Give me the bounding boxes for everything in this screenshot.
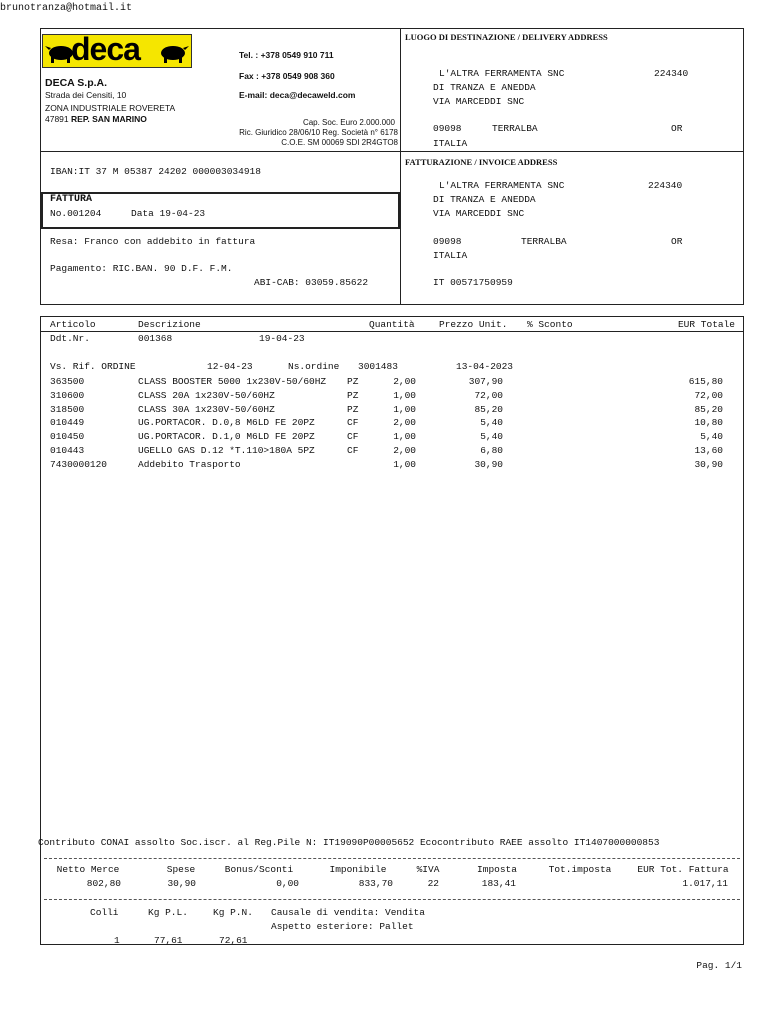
abi-cab: ABI-CAB: 03059.85622	[254, 277, 369, 288]
ddt-number: 001368	[138, 333, 173, 344]
item-desc: UGELLO GAS D.12 *T.110>180A 5PZ	[138, 445, 315, 456]
item-art: 010450	[50, 431, 85, 443]
totals-value: 833,70	[358, 878, 393, 889]
invoice-address-vat: IT 00571750959	[433, 277, 513, 288]
company-cap-soc: Cap. Soc. Euro 2.000.000	[302, 118, 395, 127]
delivery-country: ITALIA	[433, 138, 468, 149]
logo-text: deca	[71, 31, 140, 67]
item-price: 5,40	[480, 431, 503, 443]
invoice-address-line2: DI TRANZA E ANEDDA	[433, 194, 536, 205]
ddt-date: 19-04-23	[259, 333, 305, 344]
totals-value: 30,90	[167, 878, 196, 889]
iban: IBAN:IT 37 M 05387 24202 000003034918	[50, 166, 261, 177]
invoice-address-city: TERRALBA	[521, 236, 567, 247]
invoice-address-line3: VIA MARCEDDI SNC	[433, 208, 525, 219]
item-desc: Addebito Trasporto	[138, 458, 241, 470]
item-qty: 1,00	[393, 389, 416, 401]
totals-header: Imponibile	[329, 864, 387, 875]
company-street: Strada dei Censiti, 10	[45, 90, 127, 100]
delivery-code: 224340	[654, 68, 689, 79]
item-total: 72,00	[694, 389, 723, 401]
ns-number: 3001483	[358, 361, 398, 372]
invoice-date: Data 19-04-23	[131, 208, 206, 219]
item-desc: UG.PORTACOR. D.0,8 M6LD FE 20PZ	[138, 417, 315, 429]
item-art: 010449	[50, 417, 85, 429]
totals-value: 802,80	[86, 878, 121, 889]
item-qty: 2,00	[393, 376, 416, 387]
item-total: 85,20	[694, 403, 723, 415]
ddt-label: Ddt.Nr.	[50, 333, 90, 344]
invoice-address-name: L'ALTRA FERRAMENTA SNC	[439, 180, 565, 191]
totals-top-dash	[44, 858, 740, 859]
item-art: 318500	[50, 403, 85, 415]
company-coe: C.O.E. SM 00069 SDI 2R4GTO8	[281, 138, 398, 147]
item-um: CF	[347, 445, 359, 456]
resa: Resa: Franco con addebito in fattura	[50, 236, 256, 247]
colli-value: 1	[114, 935, 120, 946]
item-qty: 1,00	[393, 431, 416, 443]
company-email: E-mail: deca@decaweld.com	[239, 90, 356, 100]
delivery-cap: 09098	[433, 123, 462, 134]
totals-header: %IVA	[416, 864, 440, 875]
item-price: 6,80	[480, 445, 503, 456]
invoice-number: No.001204	[50, 208, 102, 219]
kgpl-label: Kg P.L.	[148, 907, 188, 918]
invoice-address-cap: 09098	[433, 236, 462, 247]
invoice-address-country: ITALIA	[433, 250, 468, 261]
item-art: 310600	[50, 389, 85, 401]
item-art: 363500	[50, 376, 85, 387]
col-header-totale: EUR Totale	[677, 319, 735, 330]
company-ric: Ric. Giuridico 28/06/10 Reg. Società n° 6178	[239, 128, 398, 137]
totals-value: 22	[427, 878, 439, 889]
item-total: 10,80	[694, 417, 723, 429]
item-um: CF	[347, 431, 359, 443]
ns-date: 13-04-2023	[456, 361, 514, 372]
causale-vendita: Causale di vendita: Vendita	[271, 907, 425, 918]
item-qty: 2,00	[393, 445, 416, 456]
item-qty: 2,00	[393, 417, 416, 429]
invoice-title: FATTURA	[50, 194, 93, 205]
item-total: 615,80	[688, 376, 723, 387]
company-country: REP. SAN MARINO	[71, 114, 147, 124]
item-desc: UG.PORTACOR. D.1,0 M6LD FE 20PZ	[138, 431, 315, 443]
invoice-address-prov: OR	[671, 236, 683, 247]
conai-note: Contributo CONAI assolto Soc.iscr. al Reg.Pile N: IT19090P00005652 Ecocontributo RAEE assolto IT1407000000853	[38, 837, 660, 848]
totals-header: Netto Merce	[56, 864, 120, 875]
totals-header: EUR Tot. Fattura	[637, 864, 729, 875]
item-total: 13,60	[694, 445, 723, 456]
item-um: PZ	[347, 376, 359, 387]
col-header-articolo: Articolo	[50, 319, 96, 330]
col-header-prezzo: Prezzo Unit.	[439, 319, 508, 330]
delivery-line2: DI TRANZA E ANEDDA	[433, 82, 536, 93]
totals-header: Bonus/Sconti	[224, 864, 294, 875]
totals-value: 183,41	[481, 878, 516, 889]
col-header-sconto: % Sconto	[527, 319, 573, 330]
item-desc: CLASS 30A 1x230V-50/60HZ	[138, 403, 275, 415]
totals-bottom-dash	[44, 899, 740, 900]
header-separator-right	[400, 151, 744, 152]
totals-header: Tot.imposta	[548, 864, 612, 875]
page-number: Pag. 1/1	[696, 960, 742, 971]
kgpl-value: 77,61	[154, 935, 183, 946]
col-header-quantita: Quantità	[369, 319, 415, 330]
invoice-address-heading: FATTURAZIONE / INVOICE ADDRESS	[405, 157, 558, 167]
kgpn-label: Kg P.N.	[213, 907, 253, 918]
totals-header: Imposta	[477, 864, 517, 875]
item-total: 30,90	[694, 458, 723, 470]
item-um: PZ	[347, 389, 359, 401]
ref-label: Vs. Rif. ORDINE	[50, 361, 136, 372]
item-price: 72,00	[474, 389, 503, 401]
ns-label: Ns.ordine	[288, 361, 340, 372]
item-price: 5,40	[480, 417, 503, 429]
ref-date: 12-04-23	[207, 361, 253, 372]
header-divider	[400, 28, 401, 305]
aspetto-esteriore: Aspetto esteriore: Pallet	[271, 921, 414, 932]
pagamento: Pagamento: RIC.BAN. 90 D.F. F.M.	[50, 263, 233, 274]
item-price: 85,20	[474, 403, 503, 415]
delivery-city: TERRALBA	[492, 123, 538, 134]
kgpn-value: 72,61	[219, 935, 248, 946]
company-zip: 47891	[45, 114, 69, 124]
item-um: CF	[347, 417, 359, 429]
totals-value: 1.017,11	[682, 878, 728, 889]
invoice-address-code: 224340	[648, 180, 683, 191]
delivery-line3: VIA MARCEDDI SNC	[433, 96, 525, 107]
totals-header: Spese	[166, 864, 196, 875]
item-qty: 1,00	[393, 403, 416, 415]
totals-value: 0,00	[276, 878, 299, 889]
item-total: 5,40	[700, 431, 723, 443]
delivery-heading: LUOGO DI DESTINAZIONE / DELIVERY ADDRESS	[405, 32, 608, 42]
company-address-line	[45, 114, 147, 124]
email-header: brunotranza@hotmail.it	[0, 3, 133, 14]
company-name: DECA S.p.A.	[45, 77, 108, 89]
delivery-name: L'ALTRA FERRAMENTA SNC	[439, 68, 565, 79]
item-price: 307,90	[468, 376, 503, 387]
company-tel: Tel. : +378 0549 910 711	[239, 50, 334, 60]
item-desc: CLASS 20A 1x230V-50/60HZ	[138, 389, 275, 401]
item-art: 7430000120	[50, 458, 108, 470]
delivery-prov: OR	[671, 123, 683, 134]
logo-animal-icon-right	[159, 40, 189, 64]
company-fax: Fax : +378 0549 908 360	[239, 71, 335, 81]
item-um: PZ	[347, 403, 359, 415]
colli-label: Colli	[90, 907, 119, 918]
items-header-line	[40, 331, 744, 332]
item-qty: 1,00	[393, 458, 416, 470]
item-price: 30,90	[474, 458, 503, 470]
company-zone: ZONA INDUSTRIALE ROVERETA	[45, 103, 176, 113]
header-separator-left	[40, 151, 400, 152]
item-desc: CLASS BOOSTER 5000 1x230V-50/60HZ	[138, 376, 327, 387]
col-header-descrizione: Descrizione	[138, 319, 201, 330]
item-art: 010443	[50, 445, 85, 456]
company-logo	[42, 31, 192, 68]
